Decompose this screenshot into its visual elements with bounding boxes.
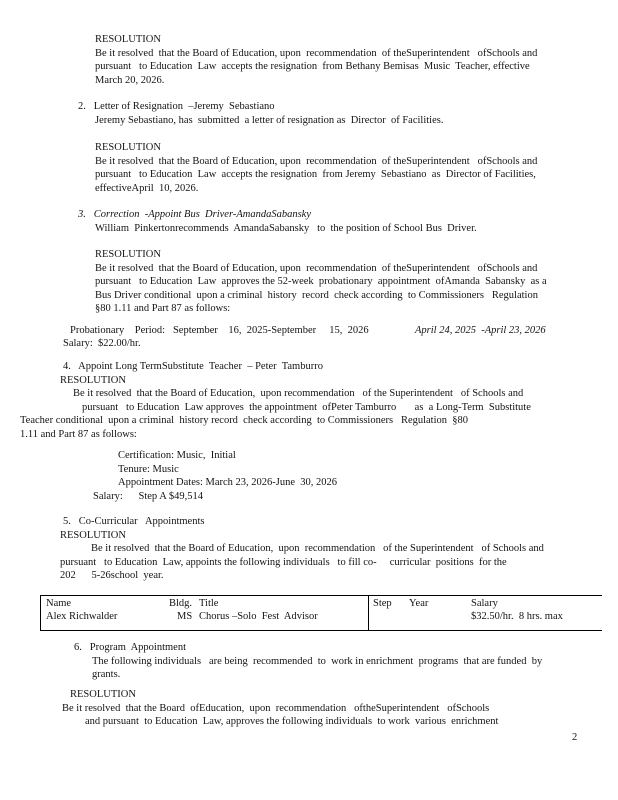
- tenure-line: Tenure: Music: [118, 463, 179, 475]
- resolution-heading: RESOLUTION: [70, 689, 136, 700]
- resolution-heading: RESOLUTION: [60, 374, 126, 386]
- resolution-text-line: Be it resolved that the Board of Education, upon recommendation of theSuperintendent ofSchools and: [95, 262, 538, 274]
- resolution-heading: RESOLUTION: [95, 249, 161, 260]
- item-2-body-line: Jeremy Sebastiano, has submitted a letter of resignation as Director of Facilities.: [95, 114, 444, 126]
- table-cell-salary: $32.50/hr. 8 hrs. max: [471, 611, 563, 622]
- resolution-text-line: pursuant to Education Law approves the appointment ofPeter Tamburro as a Long-Term Substitute: [82, 401, 531, 413]
- table-header-bldg: Bldg.: [169, 598, 193, 609]
- table-column-divider: [368, 596, 369, 630]
- table-cell-title: Chorus –Solo Fest Advisor: [199, 611, 318, 622]
- resolution-text-line: Bus Driver conditional upon a criminal history record check according to Commissioners Regulation: [95, 289, 538, 301]
- table-cell-bldg: MS: [177, 611, 193, 622]
- resolution-heading: RESOLUTION: [60, 529, 126, 541]
- resolution-text-line: pursuant to Education Law accepts the resignation from Jeremy Sebastiano as Director of Facilities,: [95, 169, 536, 180]
- item-6-body-line: The following individuals are being recommended to work in enrichment programs that are funded by: [92, 655, 543, 667]
- resolution-text-line: Be it resolved that the Board ofEducation, upon recommendation oftheSuperintendent ofSchools: [62, 702, 490, 714]
- item-3-body-line: William Pinkertonrecommends AmandaSabansky to the position of School Bus Driver.: [95, 222, 477, 234]
- table-header-step: Step: [373, 598, 392, 609]
- table-header-year: Year: [409, 598, 429, 609]
- resolution-text-line: Be it resolved that the Board of Education, upon recommendation of the Superintendent of Schools and: [91, 543, 544, 554]
- resolution-text-line: effectiveApril 10, 2026.: [95, 182, 199, 194]
- table-header-title: Title: [199, 598, 219, 609]
- resolution-heading: RESOLUTION: [95, 142, 161, 153]
- corrected-dates: April 24, 2025 -April 23, 2026: [415, 324, 546, 336]
- table-header-salary: Salary: [471, 598, 498, 609]
- item-6-body-line: grants.: [92, 669, 121, 680]
- probationary-period-line: Probationary Period: September 16, 2025-September 15, 2026: [70, 324, 369, 336]
- appointment-dates-line: Appointment Dates: March 23, 2026-June 30, 2026: [118, 477, 338, 488]
- salary-line: Salary: Step A $49,514: [93, 490, 203, 502]
- item-5-heading: 5. Co-Curricular Appointments: [63, 516, 205, 527]
- resolution-text-line: Teacher conditional upon a criminal history record check according to Commissioners Regulation §80: [20, 415, 469, 426]
- resolution-text-line: pursuant to Education Law accepts the resignation from Bethany Bemisas Music Teacher, effective: [95, 61, 530, 72]
- resolution-text-line: §80 1.11 and Part 87 as follows:: [95, 303, 231, 314]
- table-cell-name: Alex Richwalder: [46, 611, 118, 622]
- item-3-heading: 3. Correction -Appoint Bus Driver-AmandaSabansky: [78, 209, 311, 220]
- salary-line: Salary: $22.00/hr.: [63, 338, 141, 349]
- resolution-text-line: pursuant to Education Law approves the 52-week probationary appointment ofAmanda Sabansky as a: [95, 276, 547, 287]
- resolution-text-line: Be it resolved that the Board of Education, upon recommendation of the Superintendent of Schools and: [73, 388, 524, 399]
- resolution-text-line: and pursuant to Education Law, approves the following individuals to work various enrichment: [85, 716, 499, 727]
- resolution-heading: RESOLUTION: [95, 34, 161, 45]
- item-2-heading: 2. Letter of Resignation –Jeremy Sebastiano: [78, 101, 275, 112]
- resolution-text-line: pursuant to Education Law, appoints the following individuals to fill co- curricular positions for the: [60, 556, 507, 568]
- resolution-text-line: Be it resolved that the Board of Education, upon recommendation of theSuperintendent ofSchools and: [95, 47, 538, 59]
- resolution-text-line: Be it resolved that the Board of Education, upon recommendation of theSuperintendent ofSchools and: [95, 155, 538, 167]
- table-header-name: Name: [46, 598, 72, 609]
- certification-line: Certification: Music, Initial: [118, 450, 236, 461]
- resolution-text-line: 1.11 and Part 87 as follows:: [20, 428, 137, 440]
- item-4-heading: 4. Appoint Long TermSubstitute Teacher – Peter Tamburro: [63, 361, 323, 372]
- resolution-text-line: 202 5-26school year.: [60, 570, 164, 581]
- appointments-table: [40, 595, 602, 631]
- resolution-text-line: March 20, 2026.: [95, 74, 165, 86]
- item-6-heading: 6. Program Appointment: [74, 642, 186, 653]
- page-number: 2: [572, 732, 578, 743]
